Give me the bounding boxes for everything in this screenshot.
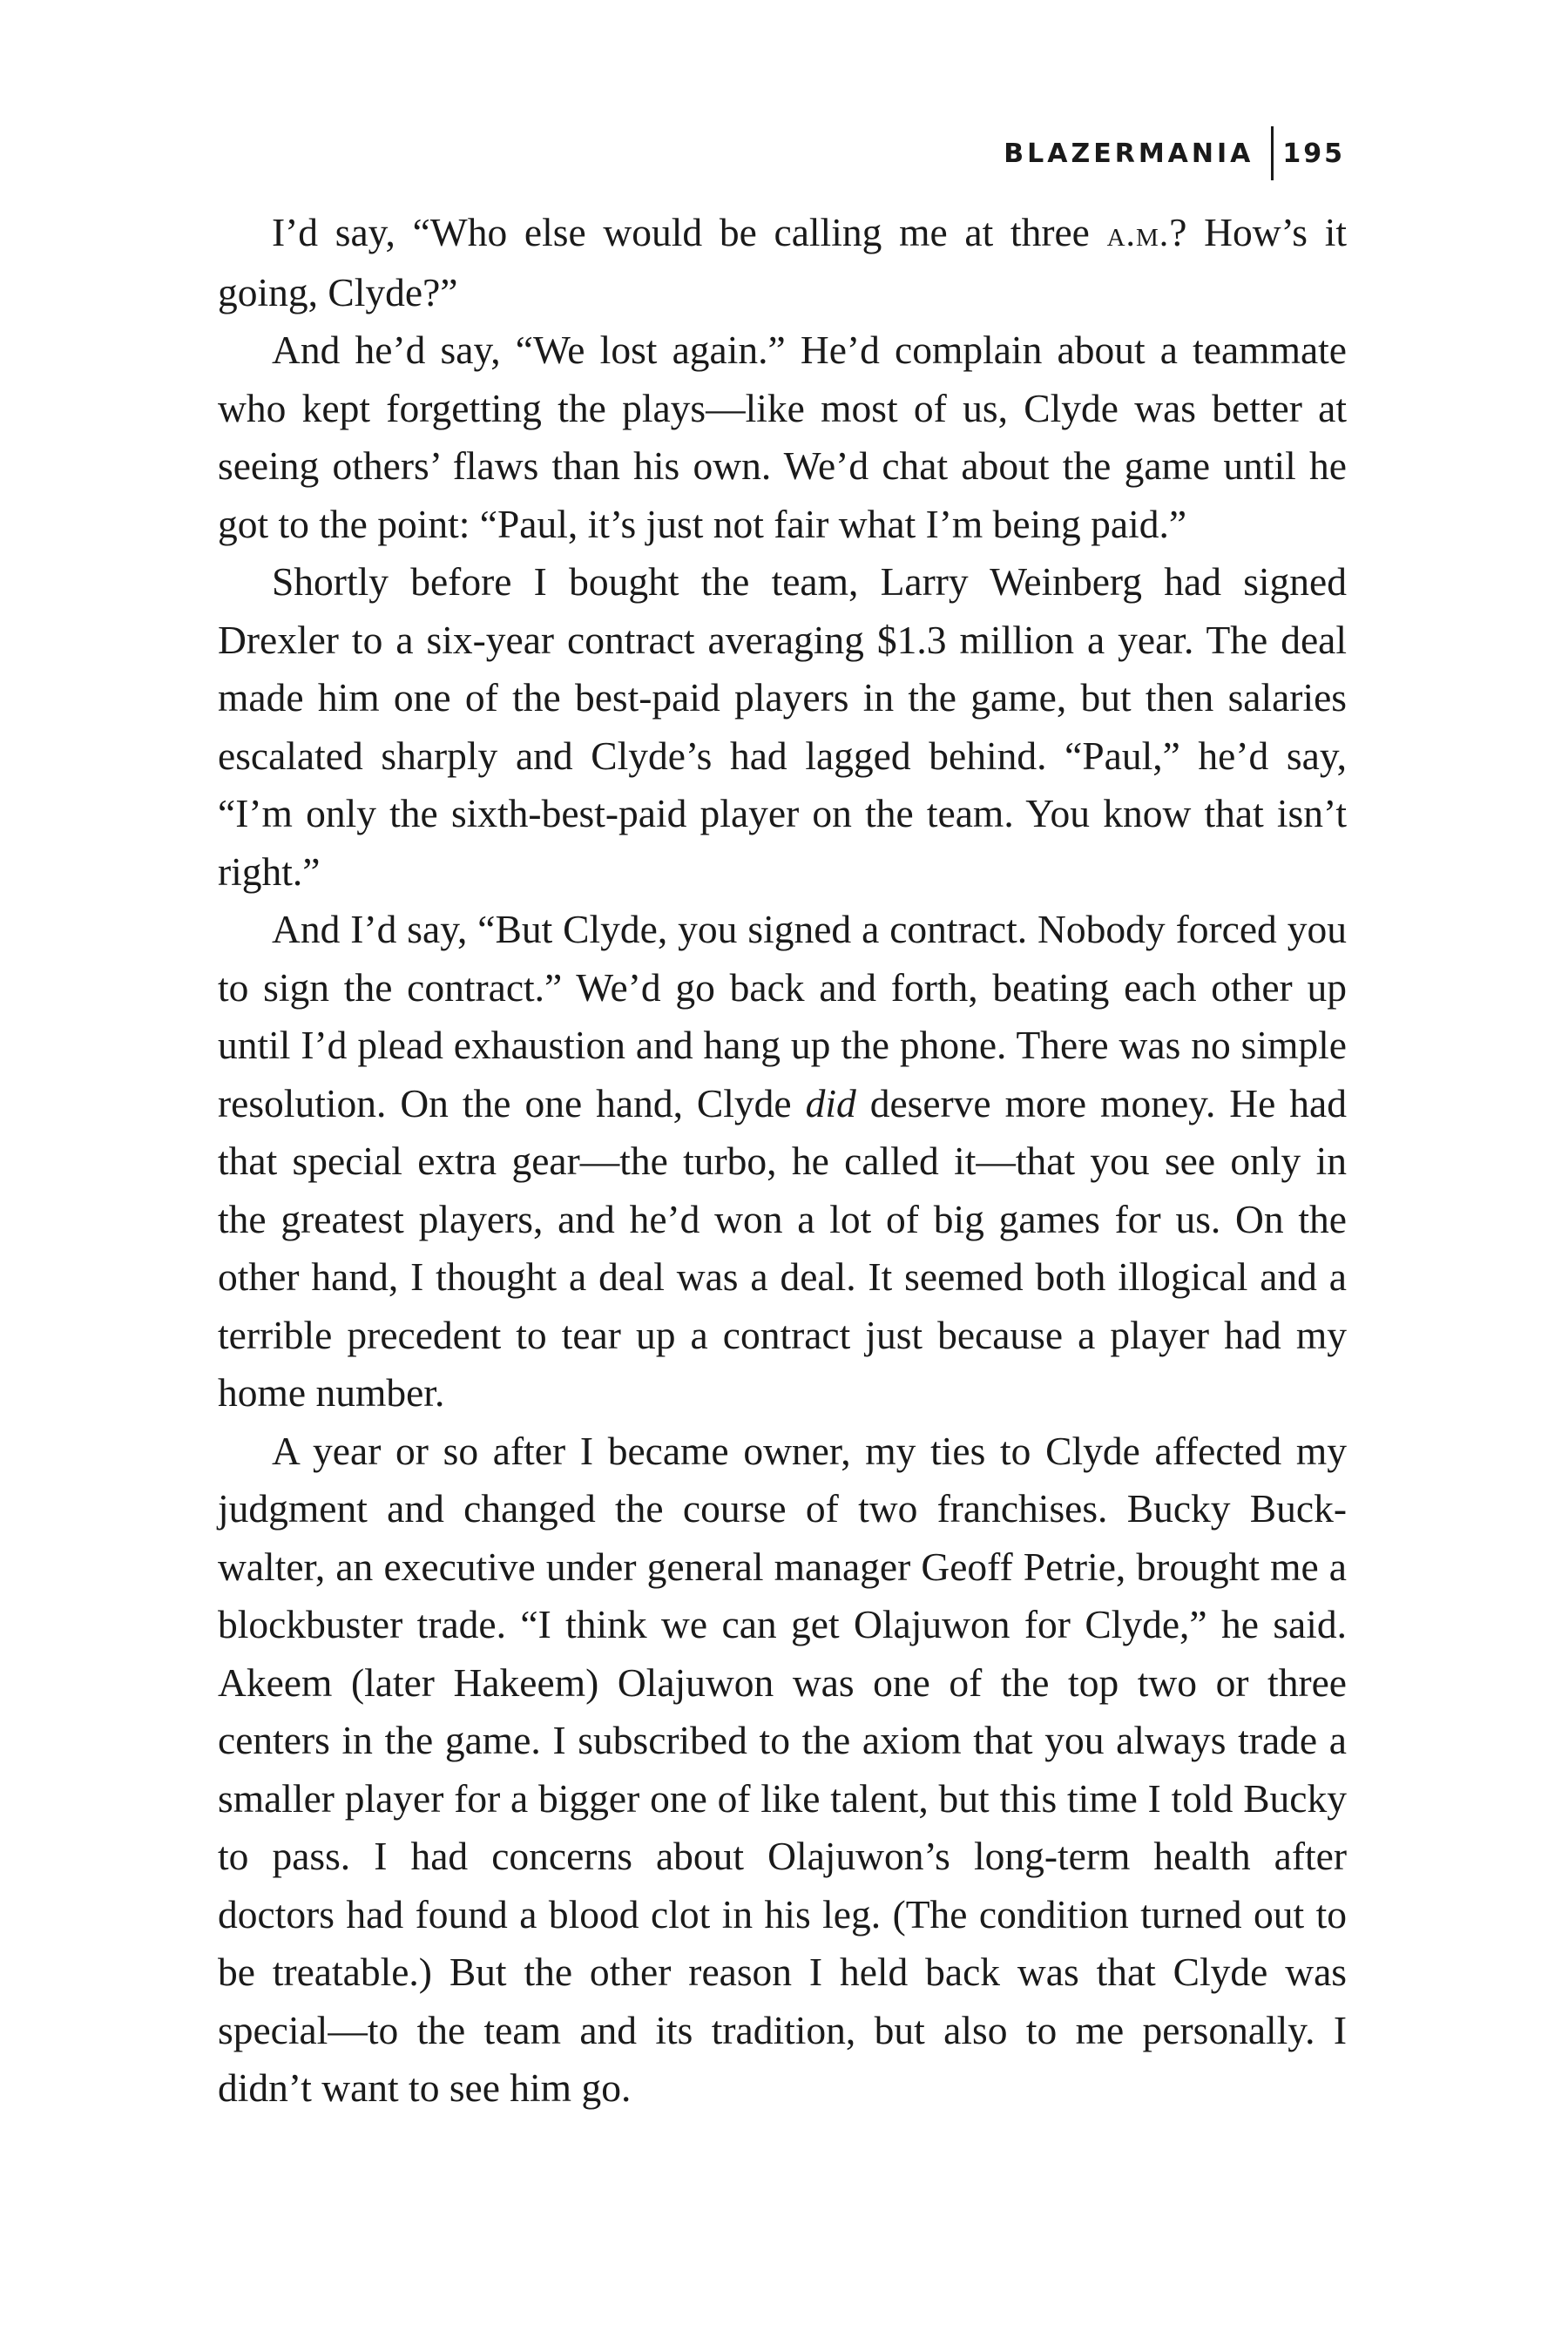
body-text — [218, 204, 1347, 2118]
paragraph-4-end: deserve more money. He had that special extra gear—the turbo, he called it—that you see only in the greatest players, and he’d won a lot of big games for us. On the other hand, I thought a deal was a deal. It seemed both illogical and a terrible precedent to tear up a contract just because a player had my home number. — [218, 1080, 1347, 1415]
paragraph-1 — [218, 204, 1347, 321]
time-abbreviation: a.m. — [1106, 214, 1170, 254]
paragraph-2: And he’d say, “We lost again.” He’d complain about a teammate who kept forgetting the plays—like most of us, Clyde was better at seeing others’ flaws than his own. We’d chat about the game until he got to the point: “Paul, it’s just not fair what I’m being paid.” — [218, 328, 1347, 546]
emphasis-did: did — [805, 1080, 856, 1125]
running-head — [1004, 126, 1345, 180]
paragraph-1-start: I’d say, “Who else would be calling me at three — [272, 210, 1107, 254]
running-title: BLAZERMANIA — [1004, 138, 1254, 169]
paragraph-1-end: ? How’s it going, Clyde?” — [218, 210, 1348, 314]
paragraph-5: A year or so after I became owner, my ties to Clyde affected my judgment and changed the course of two franchises. Bucky Buckwalter, an executive under general manager Geoff Petrie, brought me a blockbuster trade. “I think we can get Olajuwon for Clyde,” he said. Akeem (later Hakeem) Olajuwon was one of the top two or three centers in the game. I subscribed to the axiom that you always trade a smaller player for a bigger one of like talent, but this time I told Bucky to pass. I had concerns about Olajuwon’s long-term health after doctors had found a blood clot in his leg. (The condition turned out to be treatable.) But the other reason I held back was that Clyde was special—to the team and its tradition, but also to me personally. I didn’t want to see him go. — [218, 1428, 1347, 2110]
page-number: 195 — [1282, 138, 1345, 169]
paragraph-4 — [218, 901, 1347, 1423]
header-divider — [1271, 126, 1274, 180]
paragraph-3: Shortly before I bought the team, Larry Weinberg had signed Drexler to a six-year contract averaging $1.3 million a year. The deal made him one of the best-paid players in the game, but then salaries escalated sharply and Clyde’s had lagged behind. “Paul,” he’d say, “I’m only the sixth-best-paid player on the team. You know that isn’t right.” — [218, 559, 1347, 894]
paragraph-4-start: And I’d say, “But Clyde, you signed a contract. Nobody forced you to sign the contract.” We’d go back and forth, beating each other up until I’d plead exhaustion and hang up the phone. There was no simple resolution. On the one hand, Clyde — [218, 907, 1347, 1125]
